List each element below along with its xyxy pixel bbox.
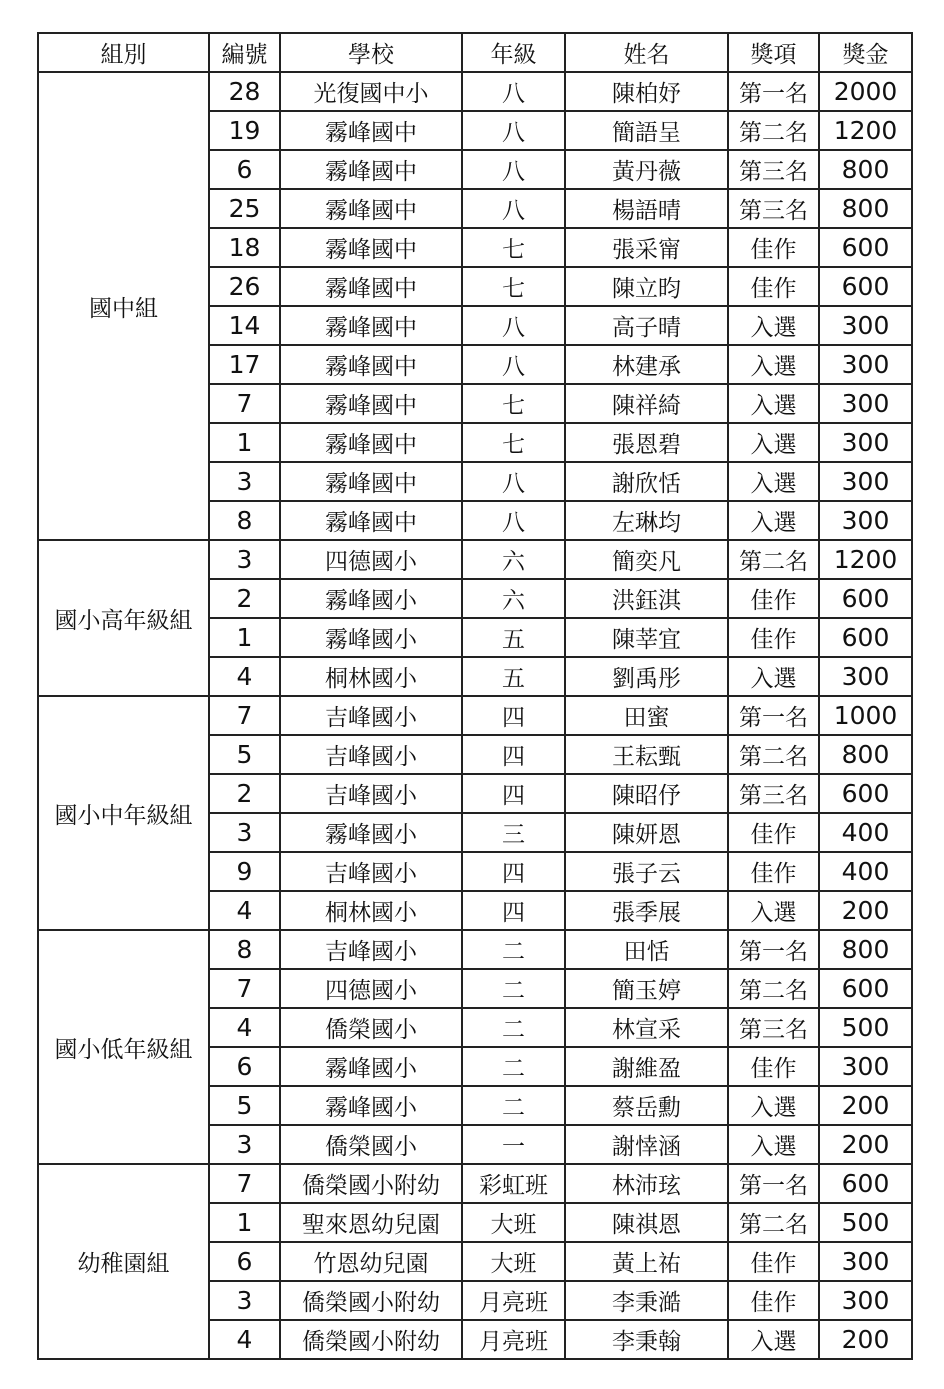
cell-prize: 800 (819, 930, 912, 969)
cell-award: 第二名 (728, 540, 819, 579)
cell-school: 聖來恩幼兒園 (280, 1203, 462, 1242)
cell-prize: 600 (819, 228, 912, 267)
cell-award: 第一名 (728, 930, 819, 969)
cell-name: 張季展 (565, 891, 728, 930)
cell-grade: 二 (462, 1047, 565, 1086)
cell-id: 18 (209, 228, 280, 267)
cell-prize: 500 (819, 1008, 912, 1047)
cell-prize: 200 (819, 1125, 912, 1164)
group-name-cell: 國中組 (38, 72, 209, 540)
header-name: 姓名 (565, 33, 728, 72)
cell-school: 霧峰國中 (280, 423, 462, 462)
cell-grade: 八 (462, 345, 565, 384)
header-prize: 獎金 (819, 33, 912, 72)
cell-id: 3 (209, 813, 280, 852)
cell-grade: 二 (462, 1086, 565, 1125)
cell-award: 入選 (728, 384, 819, 423)
cell-grade: 八 (462, 111, 565, 150)
cell-award: 入選 (728, 1086, 819, 1125)
cell-name: 高子晴 (565, 306, 728, 345)
cell-award: 佳作 (728, 618, 819, 657)
cell-school: 霧峰國中 (280, 462, 462, 501)
cell-grade: 七 (462, 384, 565, 423)
cell-grade: 二 (462, 1008, 565, 1047)
cell-id: 25 (209, 189, 280, 228)
cell-prize: 1000 (819, 696, 912, 735)
cell-id: 4 (209, 1008, 280, 1047)
cell-prize: 300 (819, 657, 912, 696)
cell-name: 左琳均 (565, 501, 728, 540)
cell-school: 霧峰國中 (280, 111, 462, 150)
cell-school: 僑榮國小附幼 (280, 1281, 462, 1320)
cell-school: 僑榮國小 (280, 1008, 462, 1047)
cell-prize: 600 (819, 267, 912, 306)
cell-id: 7 (209, 384, 280, 423)
cell-prize: 800 (819, 189, 912, 228)
cell-award: 第三名 (728, 1008, 819, 1047)
cell-school: 吉峰國小 (280, 735, 462, 774)
cell-id: 4 (209, 891, 280, 930)
cell-id: 3 (209, 540, 280, 579)
cell-name: 田蜜 (565, 696, 728, 735)
cell-id: 26 (209, 267, 280, 306)
award-table (37, 32, 913, 1360)
cell-grade: 二 (462, 930, 565, 969)
cell-school: 吉峰國小 (280, 696, 462, 735)
cell-name: 林宣采 (565, 1008, 728, 1047)
header-row (38, 33, 912, 72)
cell-grade: 月亮班 (462, 1281, 565, 1320)
cell-school: 吉峰國小 (280, 930, 462, 969)
cell-prize: 300 (819, 345, 912, 384)
cell-grade: 八 (462, 150, 565, 189)
cell-name: 陳昭伃 (565, 774, 728, 813)
cell-school: 桐林國小 (280, 891, 462, 930)
cell-grade: 四 (462, 735, 565, 774)
header-award: 獎項 (728, 33, 819, 72)
cell-prize: 300 (819, 423, 912, 462)
cell-id: 3 (209, 1125, 280, 1164)
cell-id: 1 (209, 1203, 280, 1242)
table-row (38, 930, 912, 969)
cell-award: 佳作 (728, 228, 819, 267)
cell-award: 佳作 (728, 1281, 819, 1320)
cell-prize: 400 (819, 813, 912, 852)
cell-id: 4 (209, 1320, 280, 1359)
cell-prize: 200 (819, 1320, 912, 1359)
cell-school: 霧峰國中 (280, 384, 462, 423)
cell-name: 張恩碧 (565, 423, 728, 462)
cell-grade: 八 (462, 501, 565, 540)
table-row (38, 1164, 912, 1203)
cell-prize: 600 (819, 969, 912, 1008)
cell-award: 入選 (728, 1320, 819, 1359)
cell-grade: 月亮班 (462, 1320, 565, 1359)
cell-school: 四德國小 (280, 969, 462, 1008)
group-name-cell: 國小中年級組 (38, 696, 209, 930)
cell-school: 僑榮國小附幼 (280, 1320, 462, 1359)
cell-id: 6 (209, 1047, 280, 1086)
cell-school: 霧峰國中 (280, 267, 462, 306)
cell-award: 入選 (728, 657, 819, 696)
cell-name: 黃上祐 (565, 1242, 728, 1281)
cell-id: 17 (209, 345, 280, 384)
cell-grade: 五 (462, 618, 565, 657)
cell-award: 佳作 (728, 267, 819, 306)
cell-school: 霧峰國中 (280, 228, 462, 267)
cell-grade: 四 (462, 891, 565, 930)
cell-prize: 300 (819, 306, 912, 345)
cell-id: 7 (209, 969, 280, 1008)
cell-prize: 600 (819, 579, 912, 618)
cell-name: 陳立昀 (565, 267, 728, 306)
cell-name: 林沛玹 (565, 1164, 728, 1203)
cell-school: 吉峰國小 (280, 852, 462, 891)
cell-award: 佳作 (728, 1047, 819, 1086)
cell-prize: 600 (819, 1164, 912, 1203)
group-name-cell: 國小低年級組 (38, 930, 209, 1164)
cell-id: 2 (209, 579, 280, 618)
cell-award: 入選 (728, 501, 819, 540)
header-grade: 年級 (462, 33, 565, 72)
cell-grade: 七 (462, 423, 565, 462)
cell-award: 第三名 (728, 150, 819, 189)
cell-grade: 六 (462, 540, 565, 579)
cell-award: 入選 (728, 462, 819, 501)
cell-id: 7 (209, 696, 280, 735)
cell-grade: 大班 (462, 1203, 565, 1242)
cell-id: 1 (209, 423, 280, 462)
cell-name: 李秉翰 (565, 1320, 728, 1359)
cell-prize: 1200 (819, 111, 912, 150)
table-row (38, 696, 912, 735)
cell-award: 入選 (728, 306, 819, 345)
cell-award: 第二名 (728, 969, 819, 1008)
cell-id: 8 (209, 501, 280, 540)
cell-school: 霧峰國中 (280, 189, 462, 228)
cell-name: 謝欣恬 (565, 462, 728, 501)
cell-name: 楊語晴 (565, 189, 728, 228)
cell-grade: 六 (462, 579, 565, 618)
group-name-cell: 幼稚園組 (38, 1164, 209, 1359)
cell-id: 3 (209, 1281, 280, 1320)
header-school: 學校 (280, 33, 462, 72)
cell-prize: 500 (819, 1203, 912, 1242)
cell-grade: 八 (462, 462, 565, 501)
table-row (38, 72, 912, 111)
cell-award: 第二名 (728, 1203, 819, 1242)
cell-name: 謝維盈 (565, 1047, 728, 1086)
table-body (38, 72, 912, 1359)
cell-name: 洪鈺淇 (565, 579, 728, 618)
cell-award: 入選 (728, 1125, 819, 1164)
cell-grade: 八 (462, 306, 565, 345)
cell-id: 1 (209, 618, 280, 657)
cell-name: 張子云 (565, 852, 728, 891)
cell-id: 19 (209, 111, 280, 150)
cell-prize: 300 (819, 1281, 912, 1320)
cell-school: 霧峰國中 (280, 306, 462, 345)
cell-school: 竹恩幼兒園 (280, 1242, 462, 1281)
cell-grade: 大班 (462, 1242, 565, 1281)
cell-award: 佳作 (728, 813, 819, 852)
cell-id: 4 (209, 657, 280, 696)
cell-school: 霧峰國中 (280, 501, 462, 540)
cell-award: 第三名 (728, 189, 819, 228)
cell-name: 簡玉婷 (565, 969, 728, 1008)
cell-school: 霧峰國小 (280, 1086, 462, 1125)
cell-school: 僑榮國小 (280, 1125, 462, 1164)
cell-name: 田恬 (565, 930, 728, 969)
cell-award: 第一名 (728, 72, 819, 111)
cell-prize: 300 (819, 1047, 912, 1086)
cell-grade: 四 (462, 696, 565, 735)
cell-school: 霧峰國小 (280, 1047, 462, 1086)
cell-name: 黃丹薇 (565, 150, 728, 189)
cell-name: 蔡岳勳 (565, 1086, 728, 1125)
cell-id: 6 (209, 150, 280, 189)
cell-school: 僑榮國小附幼 (280, 1164, 462, 1203)
cell-award: 佳作 (728, 1242, 819, 1281)
cell-school: 光復國中小 (280, 72, 462, 111)
cell-prize: 300 (819, 384, 912, 423)
cell-award: 第三名 (728, 774, 819, 813)
cell-school: 霧峰國中 (280, 345, 462, 384)
cell-name: 簡語呈 (565, 111, 728, 150)
cell-award: 入選 (728, 423, 819, 462)
cell-prize: 200 (819, 891, 912, 930)
cell-award: 佳作 (728, 852, 819, 891)
cell-name: 林建承 (565, 345, 728, 384)
cell-prize: 2000 (819, 72, 912, 111)
cell-prize: 800 (819, 735, 912, 774)
cell-id: 7 (209, 1164, 280, 1203)
cell-grade: 八 (462, 189, 565, 228)
cell-grade: 四 (462, 774, 565, 813)
cell-name: 張采甯 (565, 228, 728, 267)
header-id: 編號 (209, 33, 280, 72)
cell-award: 第二名 (728, 111, 819, 150)
cell-school: 霧峰國中 (280, 150, 462, 189)
cell-prize: 1200 (819, 540, 912, 579)
cell-name: 劉禹彤 (565, 657, 728, 696)
group-name-cell: 國小高年級組 (38, 540, 209, 696)
cell-id: 28 (209, 72, 280, 111)
cell-grade: 三 (462, 813, 565, 852)
cell-grade: 八 (462, 72, 565, 111)
cell-name: 陳祥綺 (565, 384, 728, 423)
cell-school: 吉峰國小 (280, 774, 462, 813)
cell-name: 王耘甄 (565, 735, 728, 774)
cell-prize: 800 (819, 150, 912, 189)
cell-award: 第一名 (728, 1164, 819, 1203)
cell-prize: 300 (819, 501, 912, 540)
cell-name: 陳莘宜 (565, 618, 728, 657)
cell-grade: 一 (462, 1125, 565, 1164)
cell-award: 入選 (728, 891, 819, 930)
cell-id: 14 (209, 306, 280, 345)
cell-prize: 400 (819, 852, 912, 891)
cell-id: 3 (209, 462, 280, 501)
cell-id: 6 (209, 1242, 280, 1281)
header-group: 組別 (38, 33, 209, 72)
cell-name: 謝悻涵 (565, 1125, 728, 1164)
table-row (38, 540, 912, 579)
cell-id: 2 (209, 774, 280, 813)
cell-grade: 四 (462, 852, 565, 891)
cell-award: 第一名 (728, 696, 819, 735)
cell-id: 9 (209, 852, 280, 891)
cell-school: 霧峰國小 (280, 813, 462, 852)
cell-school: 霧峰國小 (280, 579, 462, 618)
cell-id: 8 (209, 930, 280, 969)
cell-award: 入選 (728, 345, 819, 384)
cell-school: 霧峰國小 (280, 618, 462, 657)
cell-name: 陳柏妤 (565, 72, 728, 111)
cell-prize: 600 (819, 618, 912, 657)
cell-name: 李秉澔 (565, 1281, 728, 1320)
cell-name: 陳祺恩 (565, 1203, 728, 1242)
cell-name: 陳妍恩 (565, 813, 728, 852)
cell-award: 第二名 (728, 735, 819, 774)
cell-prize: 600 (819, 774, 912, 813)
cell-prize: 300 (819, 1242, 912, 1281)
cell-grade: 五 (462, 657, 565, 696)
cell-id: 5 (209, 1086, 280, 1125)
cell-name: 簡奕凡 (565, 540, 728, 579)
cell-grade: 七 (462, 228, 565, 267)
cell-prize: 300 (819, 462, 912, 501)
cell-award: 佳作 (728, 579, 819, 618)
cell-id: 5 (209, 735, 280, 774)
cell-grade: 七 (462, 267, 565, 306)
cell-grade: 彩虹班 (462, 1164, 565, 1203)
cell-school: 桐林國小 (280, 657, 462, 696)
cell-school: 四德國小 (280, 540, 462, 579)
cell-prize: 200 (819, 1086, 912, 1125)
cell-grade: 二 (462, 969, 565, 1008)
